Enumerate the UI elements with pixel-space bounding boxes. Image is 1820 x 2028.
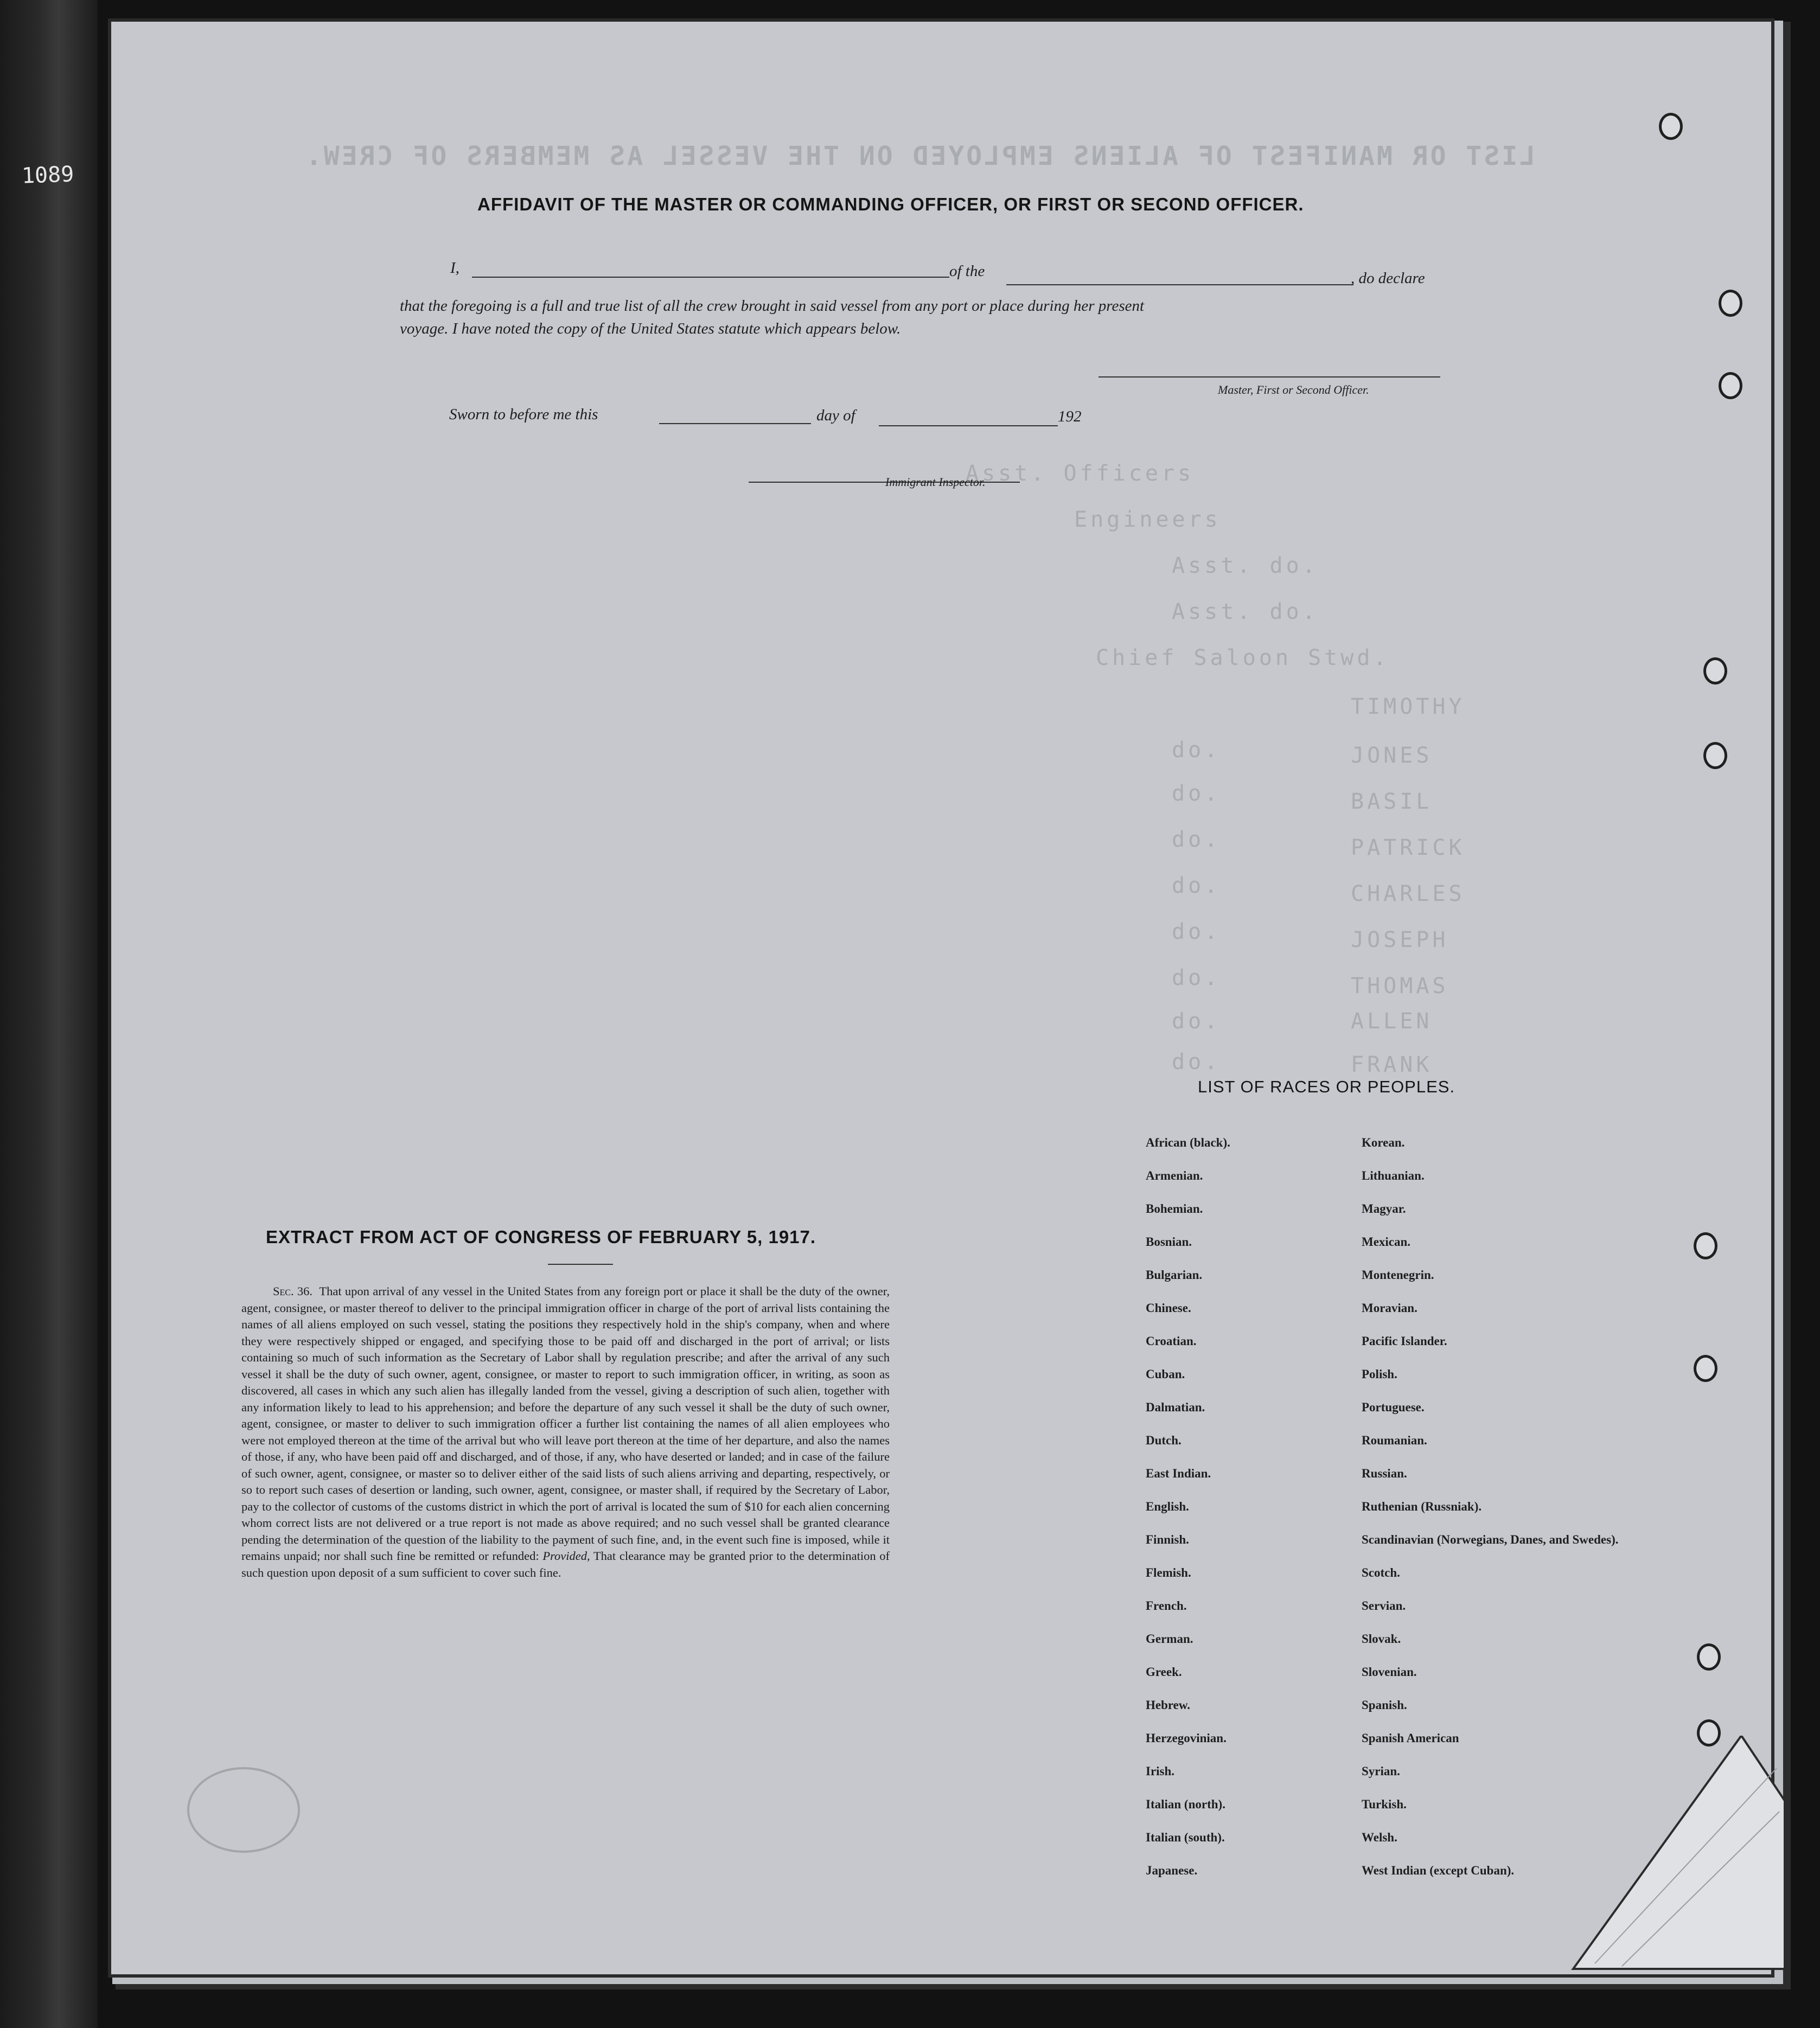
race-item: Pacific Islander. xyxy=(1362,1334,1447,1348)
race-item: Mexican. xyxy=(1362,1235,1411,1249)
race-item: Slovenian. xyxy=(1362,1665,1417,1679)
edge-number: 1089 xyxy=(21,162,75,189)
bleed-officer: Asst. do. xyxy=(1172,553,1319,578)
race-item: Montenegrin. xyxy=(1362,1268,1434,1282)
races-left-column xyxy=(1146,1135,1374,1896)
bleed-surname: BASIL xyxy=(1351,789,1433,814)
race-item: French. xyxy=(1146,1599,1187,1613)
race-item: Bohemian. xyxy=(1146,1202,1203,1215)
race-item: Scotch. xyxy=(1362,1566,1400,1579)
race-item: Spanish. xyxy=(1362,1698,1407,1712)
bleed-do: do. xyxy=(1172,1009,1221,1034)
binder-hole xyxy=(1719,372,1742,399)
race-item: Slovak. xyxy=(1362,1632,1401,1646)
race-item: Italian (south). xyxy=(1146,1831,1225,1844)
race-item: Bosnian. xyxy=(1146,1235,1192,1249)
race-item: West Indian (except Cuban). xyxy=(1362,1864,1515,1877)
extract-text-part-2: That clearance may be granted prior to the determination of such question upon deposit of a sum sufficient to cover such fine. xyxy=(241,1549,890,1579)
race-item: Magyar. xyxy=(1362,1202,1406,1215)
races-title: LIST OF RACES OR PEOPLES. xyxy=(1198,1077,1455,1096)
bleed-header: LIST OR MANIFEST OF ALIENS EMPLOYED ON THE VESSEL AS MEMBERS OF CREW. xyxy=(304,141,1535,171)
affidavit-title: AFFIDAVIT OF THE MASTER OR COMMANDING OFFICER, OR FIRST OR SECOND OFFICER. xyxy=(477,194,1304,214)
race-item: German. xyxy=(1146,1632,1193,1646)
vessel-name-blank xyxy=(1006,284,1353,285)
section-label: Sec. 36. xyxy=(273,1284,313,1298)
bleed-surname: ALLEN xyxy=(1351,1009,1433,1034)
race-item: Scandinavian (Norwegians, Danes, and Swedes). xyxy=(1362,1533,1619,1546)
race-item: Ruthenian (Russniak). xyxy=(1362,1500,1482,1513)
race-item: Cuban. xyxy=(1146,1367,1185,1381)
binder-hole xyxy=(1694,1232,1717,1259)
bleed-officer: Asst. do. xyxy=(1172,599,1319,624)
race-item: Roumanian. xyxy=(1362,1434,1427,1447)
bleed-do: do. xyxy=(1172,919,1221,944)
master-signature-blank xyxy=(1099,376,1440,378)
race-item: English. xyxy=(1146,1500,1189,1513)
race-item: Portuguese. xyxy=(1362,1400,1425,1414)
binder-hole xyxy=(1697,1643,1721,1671)
extract-text-part-1: That upon arrival of any vessel in the United States from any foreign port or place it shall be the duty of the owner, agent, consignee, or master thereof to deliver to the principal immigration officer in charge of the port of arrival lists containing the names of all aliens employed on such vessel, stating the positions they respectively hold in the ship's company, when and where they were respectively shipped or engaged, and specifying those to be paid off and discharged in the port of arrival; or lists containing so much of such information as the Secretary of Labor shall by regulation prescribe; and after the arrival of any such vessel it shall be the duty of such owner, agent, consignee, or master to report to such immigration officer, in writing, as soon as discovered, all cases in which any such alien has illegally landed from the vessel, giving a description of such alien, together with any information likely to lead to his apprehension; and before the departure of any such vessel it shall be the duty of such owner, agent, consignee, or master to deliver to such immigration officer a further list containing the names of all alien employees who were not employed thereon at the time of the arrival but who will leave port thereon at the time of her departure, and also the names of those, if any, who have been paid off and discharged, and of those, if any, who have deserted or landed; and in case of the failure of such owner, agent, consignee, or master so to deliver either of the said lists of such aliens arriving and departing, respectively, or so to report such cases of desertion or landing, such owner, agent, consignee, or master shall, if required by the Secretary of Labor, pay to the collector of customs of the customs district in which the port of arrival is located the sum of $10 for each alien concerning whom correct lists are not delivered or a true report is not made as above required; and no such vessel shall be granted clearance pending the determination of the question of the liability to the payment of such fine, and, in the event such fine is imposed, while it remains unpaid; nor shall such fine be remitted or refunded: xyxy=(241,1284,890,1563)
race-item: Irish. xyxy=(1146,1764,1175,1778)
races-right-column xyxy=(1362,1135,1619,1896)
race-item: Lithuanian. xyxy=(1362,1169,1425,1182)
race-item: Greek. xyxy=(1146,1665,1182,1679)
affidavit-line-3: voyage. I have noted the copy of the United States statute which appears below. xyxy=(400,320,901,337)
sworn-month-blank xyxy=(879,425,1058,426)
binder-hole xyxy=(1703,657,1727,684)
bleed-do: do. xyxy=(1172,781,1221,806)
bleed-surname: CHARLES xyxy=(1351,881,1465,906)
master-signature-label: Master, First or Second Officer. xyxy=(1218,383,1369,396)
bleed-surname: THOMAS xyxy=(1351,974,1449,999)
extract-text xyxy=(241,1283,890,1581)
binder-hole xyxy=(1719,290,1742,317)
bleed-officer: Engineers xyxy=(1074,507,1221,532)
extract-title: EXTRACT FROM ACT OF CONGRESS OF FEBRUARY 5, 1917. xyxy=(266,1227,816,1247)
race-item: Chinese. xyxy=(1146,1301,1191,1315)
bleed-do: do. xyxy=(1172,1050,1221,1074)
affidavit-i: I, xyxy=(450,259,459,277)
race-item: Croatian. xyxy=(1146,1334,1197,1348)
race-item: Servian. xyxy=(1362,1599,1406,1613)
race-item: Korean. xyxy=(1362,1136,1405,1149)
race-item: Spanish American xyxy=(1362,1731,1459,1745)
race-item: Welsh. xyxy=(1362,1831,1397,1844)
bleed-officer: Chief Saloon Stwd. xyxy=(1096,645,1390,670)
bleed-do: do. xyxy=(1172,873,1221,898)
affidavit-do-declare: , do declare xyxy=(1351,270,1425,287)
bleed-surname: TIMOTHY xyxy=(1351,694,1465,719)
master-name-blank xyxy=(472,277,949,278)
bleed-do: do. xyxy=(1172,827,1221,852)
binder-hole xyxy=(1703,742,1727,769)
race-item: Turkish. xyxy=(1362,1797,1407,1811)
bleed-do: do. xyxy=(1172,965,1221,990)
binding-strip xyxy=(0,0,98,2028)
inspector-label: Immigrant Inspector. xyxy=(885,475,986,489)
affidavit-line-2: that the foregoing is a full and true list of all the crew brought in said vessel from any port or place during her present xyxy=(400,297,1145,315)
race-item: Finnish. xyxy=(1146,1533,1189,1546)
race-item: African (black). xyxy=(1146,1136,1230,1149)
faded-stamp xyxy=(187,1767,300,1853)
bleed-do: do. xyxy=(1172,738,1221,763)
bleed-surname: JOSEPH xyxy=(1351,927,1449,952)
sworn-year: 192 xyxy=(1058,408,1082,425)
race-item: Polish. xyxy=(1362,1367,1397,1381)
race-item: Italian (north). xyxy=(1146,1797,1225,1811)
sworn-day-blank xyxy=(659,423,811,424)
race-item: Moravian. xyxy=(1362,1301,1417,1315)
bleed-surname: JONES xyxy=(1351,743,1433,768)
binder-hole xyxy=(1694,1355,1717,1382)
sworn-prefix: Sworn to before me this xyxy=(449,406,598,423)
extract-provided: Provided, xyxy=(542,1549,590,1563)
race-item: Russian. xyxy=(1362,1467,1407,1480)
race-item: Flemish. xyxy=(1146,1566,1191,1579)
sworn-day-of: day of xyxy=(816,407,855,424)
race-item: Armenian. xyxy=(1146,1169,1203,1182)
folded-corner xyxy=(1562,1736,1790,1974)
race-item: Bulgarian. xyxy=(1146,1268,1203,1282)
bleed-surname: FRANK xyxy=(1351,1052,1433,1077)
race-item: Dalmatian. xyxy=(1146,1400,1205,1414)
bleed-officer: Asst. Officers xyxy=(966,461,1195,486)
binder-hole xyxy=(1659,113,1683,140)
race-item: Hebrew. xyxy=(1146,1698,1190,1712)
race-item: Herzegovinian. xyxy=(1146,1731,1227,1745)
bleed-surname: PATRICK xyxy=(1351,835,1465,860)
race-item: East Indian. xyxy=(1146,1467,1211,1480)
affidavit-of-the: of the xyxy=(949,263,985,280)
race-item: Dutch. xyxy=(1146,1434,1182,1447)
race-item: Japanese. xyxy=(1146,1864,1198,1877)
race-item: Syrian. xyxy=(1362,1764,1400,1778)
extract-rule xyxy=(548,1264,613,1265)
